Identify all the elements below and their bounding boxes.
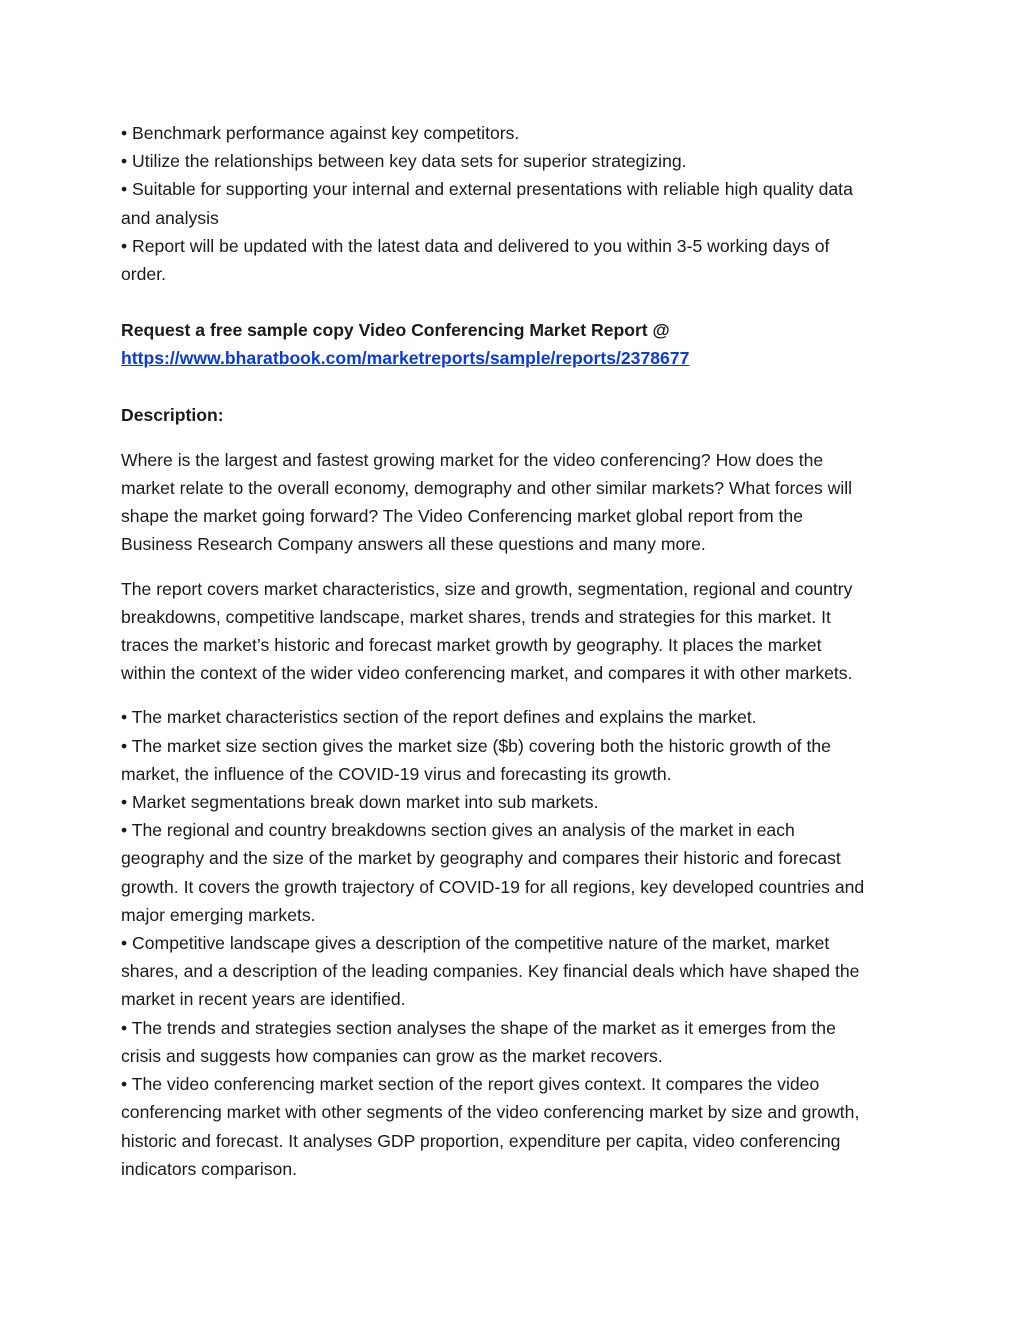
bullet-benchmark: • Benchmark performance against key competitors. [121,123,520,143]
bullet-report-updated: • Report will be updated with the latest data and delivered to you within 3-5 working days of [121,235,830,256]
list-item: historic and forecast. It analyses GDP proportion, expenditure per capita, video conferencing [121,1130,841,1151]
sample-request-section [121,316,921,372]
list-item: • The market size section gives the market size ($b) covering both the historic growth of the [121,735,831,756]
paragraph-line: Where is the largest and fastest growing market for the video conferencing? How does the [121,449,824,470]
bullet-relationships: • Utilize the relationships between key data sets for superior strategizing. [121,151,687,172]
list-item: major emerging markets. [121,904,316,925]
bullet-presentations-cont: and analysis [121,207,219,228]
list-item: indicators comparison. [121,1158,298,1179]
description-paragraph-2 [121,575,921,688]
list-item: conferencing market with other segments of the video conferencing market by size and growth, [121,1102,860,1123]
description-paragraph-1 [121,446,921,559]
paragraph-line: The report covers market characteristics, size and growth, segmentation, regional and country [121,578,853,599]
list-item: • The video conferencing market section of the report gives context. It compares the video [121,1074,820,1095]
sample-request-label: Request a free sample copy Video Conferencing Market Report @ [121,320,670,341]
list-item: geography and the size of the market by geography and compares their historic and forecast [121,848,841,869]
paragraph-line: market relate to the overall economy, demography and other similar markets? What forces will [121,478,853,499]
list-item: • The market characteristics section of the report defines and explains the market. [121,707,757,728]
bullet-report-updated-cont: order. [121,264,166,285]
paragraph-line: shape the market going forward? The Video Conferencing market global report from the [121,506,803,527]
list-item: crisis and suggests how companies can grow as the market recovers. [121,1045,663,1066]
description-section [121,401,921,1183]
bullet-presentations: • Suitable for supporting your internal and external presentations with reliable high quality data [121,179,853,200]
paragraph-line: breakdowns, competitive landscape, market shares, trends and strategies for this market. It [121,606,831,627]
list-item: • Market segmentations break down market into sub markets. [121,792,599,813]
list-item: • The trends and strategies section analyses the shape of the market as it emerges from the [121,1017,836,1038]
paragraph-line: traces the market’s historic and forecast market growth by geography. It places the market [121,635,822,656]
description-bullet-list [121,703,921,1182]
sample-request-link[interactable]: https://www.bharatbook.com/marketreports/sample/reports/2378677 [121,348,690,369]
document-page [121,119,921,1183]
list-item: • Competitive landscape gives a description of the competitive nature of the market, market [121,933,830,954]
description-heading: Description: [121,404,224,425]
list-item: shares, and a description of the leading companies. Key financial deals which have shaped the [121,961,860,982]
top-bullet-list [121,119,921,288]
list-item: • The regional and country breakdowns section gives an analysis of the market in each [121,820,795,841]
paragraph-line: within the context of the wider video conferencing market, and compares it with other markets. [121,663,853,684]
list-item: growth. It covers the growth trajectory of COVID-19 for all regions, key developed countries and [121,876,865,897]
paragraph-line: Business Research Company answers all these questions and many more. [121,534,706,555]
list-item: market in recent years are identified. [121,989,406,1010]
list-item: market, the influence of the COVID-19 virus and forecasting its growth. [121,763,672,784]
